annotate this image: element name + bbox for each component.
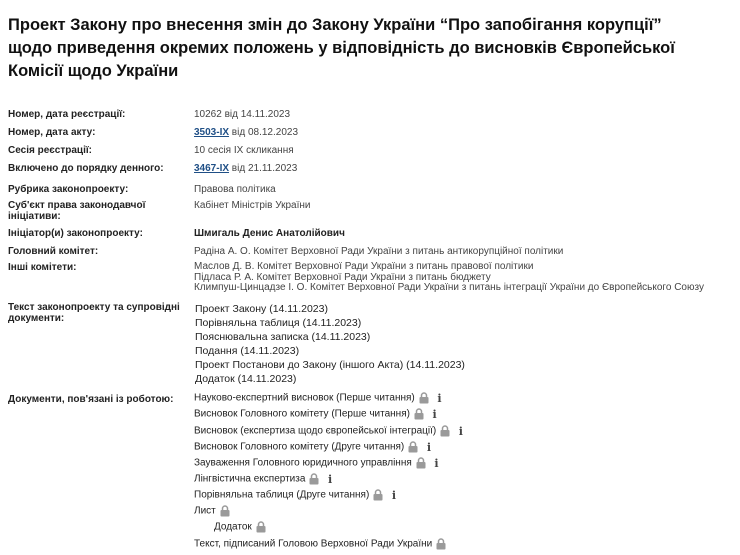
field-value: Кабінет Міністрів України: [194, 200, 311, 211]
field-label: [8, 302, 188, 324]
lock-icon: [408, 441, 418, 453]
related-item-nested[interactable]: [214, 521, 266, 533]
related-item-label[interactable]: Додаток: [214, 521, 252, 533]
title-line-3: Комісії щодо України: [8, 62, 179, 80]
title-line-1: Проект Закону про внесення змін до Закону України “Про запобігання корупції”: [8, 16, 662, 34]
field-label: [8, 200, 188, 222]
info-icon[interactable]: i: [426, 440, 432, 454]
document-link[interactable]: Додаток (14.11.2023): [195, 373, 297, 385]
document-link[interactable]: Подання (14.11.2023): [195, 345, 300, 357]
lock-icon: [440, 425, 450, 437]
field-label: Ініціатор(и) законопроекту:: [8, 228, 143, 239]
committee-list: [194, 262, 704, 294]
related-item-label[interactable]: Текст, підписаний Головою Верховної Ради України: [194, 538, 433, 550]
related-item[interactable]: [194, 489, 396, 501]
related-item[interactable]: [194, 538, 446, 550]
related-item-label[interactable]: Порівняльна таблиця (Друге читання): [194, 489, 370, 501]
document-link[interactable]: Проект Постанови до Закону (іншого Акта) (14.11.2023): [195, 359, 465, 371]
related-item-label[interactable]: Лінгвістична експертиза: [194, 473, 306, 485]
act-number-link[interactable]: 3503-IX: [194, 127, 230, 138]
page-title: [8, 14, 733, 83]
field-label: Включено до порядку денного:: [8, 163, 164, 174]
field-label: Інші комітети:: [8, 262, 77, 273]
field-label-line-2: документи:: [8, 313, 65, 324]
related-item[interactable]: [194, 425, 463, 437]
related-item[interactable]: [194, 505, 230, 517]
agenda-date: від 21.11.2023: [229, 163, 298, 174]
title-line-2: щодо приведення окремих положень у відповідність до висновків Європейської: [8, 39, 675, 57]
related-item-label[interactable]: Науково-експертний висновок (Перше читання): [194, 392, 415, 404]
field-label-line-2: ініціативи:: [8, 211, 61, 222]
related-item-label[interactable]: Зауваження Головного юридичного управління: [194, 457, 412, 469]
related-item-label[interactable]: Висновок (експертиза щодо європейської інтеграції): [194, 425, 437, 437]
related-item-label[interactable]: Висновок Головного комітету (Друге читання): [194, 441, 405, 453]
lock-icon: [220, 505, 230, 517]
document-link[interactable]: Порівняльна таблиця (14.11.2023): [195, 317, 362, 329]
related-item[interactable]: [194, 457, 439, 469]
info-icon[interactable]: i: [391, 488, 397, 502]
field-label: Номер, дата реєстрації:: [8, 109, 126, 120]
related-item[interactable]: [194, 441, 431, 453]
field-label: Головний комітет:: [8, 246, 99, 257]
field-label: Номер, дата акту:: [8, 127, 96, 138]
lock-icon: [373, 489, 383, 501]
info-icon[interactable]: i: [458, 424, 463, 438]
field-value: [194, 163, 297, 175]
list-item: Підласа Р. А. Комітет Верховної Ради України з питань бюджету: [194, 271, 491, 283]
field-value: 10 сесія IX скликання: [194, 145, 294, 156]
lock-icon: [414, 408, 424, 420]
document-link[interactable]: Пояснювальна записка (14.11.2023): [195, 331, 371, 343]
field-label-line-1: Текст законопроекту та супровідні: [8, 302, 180, 313]
related-item[interactable]: [194, 408, 437, 420]
field-label: Сесія реєстрації:: [8, 145, 92, 156]
lock-icon: [436, 538, 446, 550]
info-icon[interactable]: i: [327, 472, 333, 486]
field-label-line-1: Суб'єкт права законодавчої: [8, 200, 146, 211]
field-value: Правова політика: [194, 184, 276, 195]
list-item: Климпуш-Цинцадзе І. О. Комітет Верховної Ради України з питань інтеграції України до Європейського Союзу: [194, 282, 704, 293]
related-item[interactable]: [194, 392, 442, 404]
text-documents-list: [195, 302, 465, 386]
list-item: Маслов Д. В. Комітет Верховної Ради України з питань правової політики: [194, 261, 534, 272]
act-date: від 08.12.2023: [229, 127, 299, 138]
related-item-label[interactable]: Висновок Головного комітету (Перше читання): [194, 408, 410, 420]
field-value: Радіна А. О. Комітет Верховної Ради України з питань антикорупційної політики: [194, 246, 564, 257]
info-icon[interactable]: i: [434, 456, 439, 470]
document-link[interactable]: Проект Закону (14.11.2023): [195, 303, 328, 315]
info-icon[interactable]: i: [432, 407, 437, 421]
field-label: Документи, пов'язані із роботою:: [8, 394, 174, 405]
lock-icon: [309, 473, 319, 485]
agenda-number-link[interactable]: 3467-IX: [194, 163, 230, 174]
field-value: Шмигаль Денис Анатолійович: [194, 228, 345, 239]
field-value: [194, 127, 298, 139]
lock-icon: [419, 392, 429, 404]
related-item-label[interactable]: Лист: [194, 505, 216, 517]
related-item[interactable]: [194, 473, 332, 485]
lock-icon: [416, 457, 426, 469]
lock-icon: [256, 521, 266, 533]
field-value: 10262 від 14.11.2023: [194, 109, 291, 120]
info-icon[interactable]: i: [437, 391, 442, 405]
field-label: Рубрика законопроекту:: [8, 184, 129, 195]
